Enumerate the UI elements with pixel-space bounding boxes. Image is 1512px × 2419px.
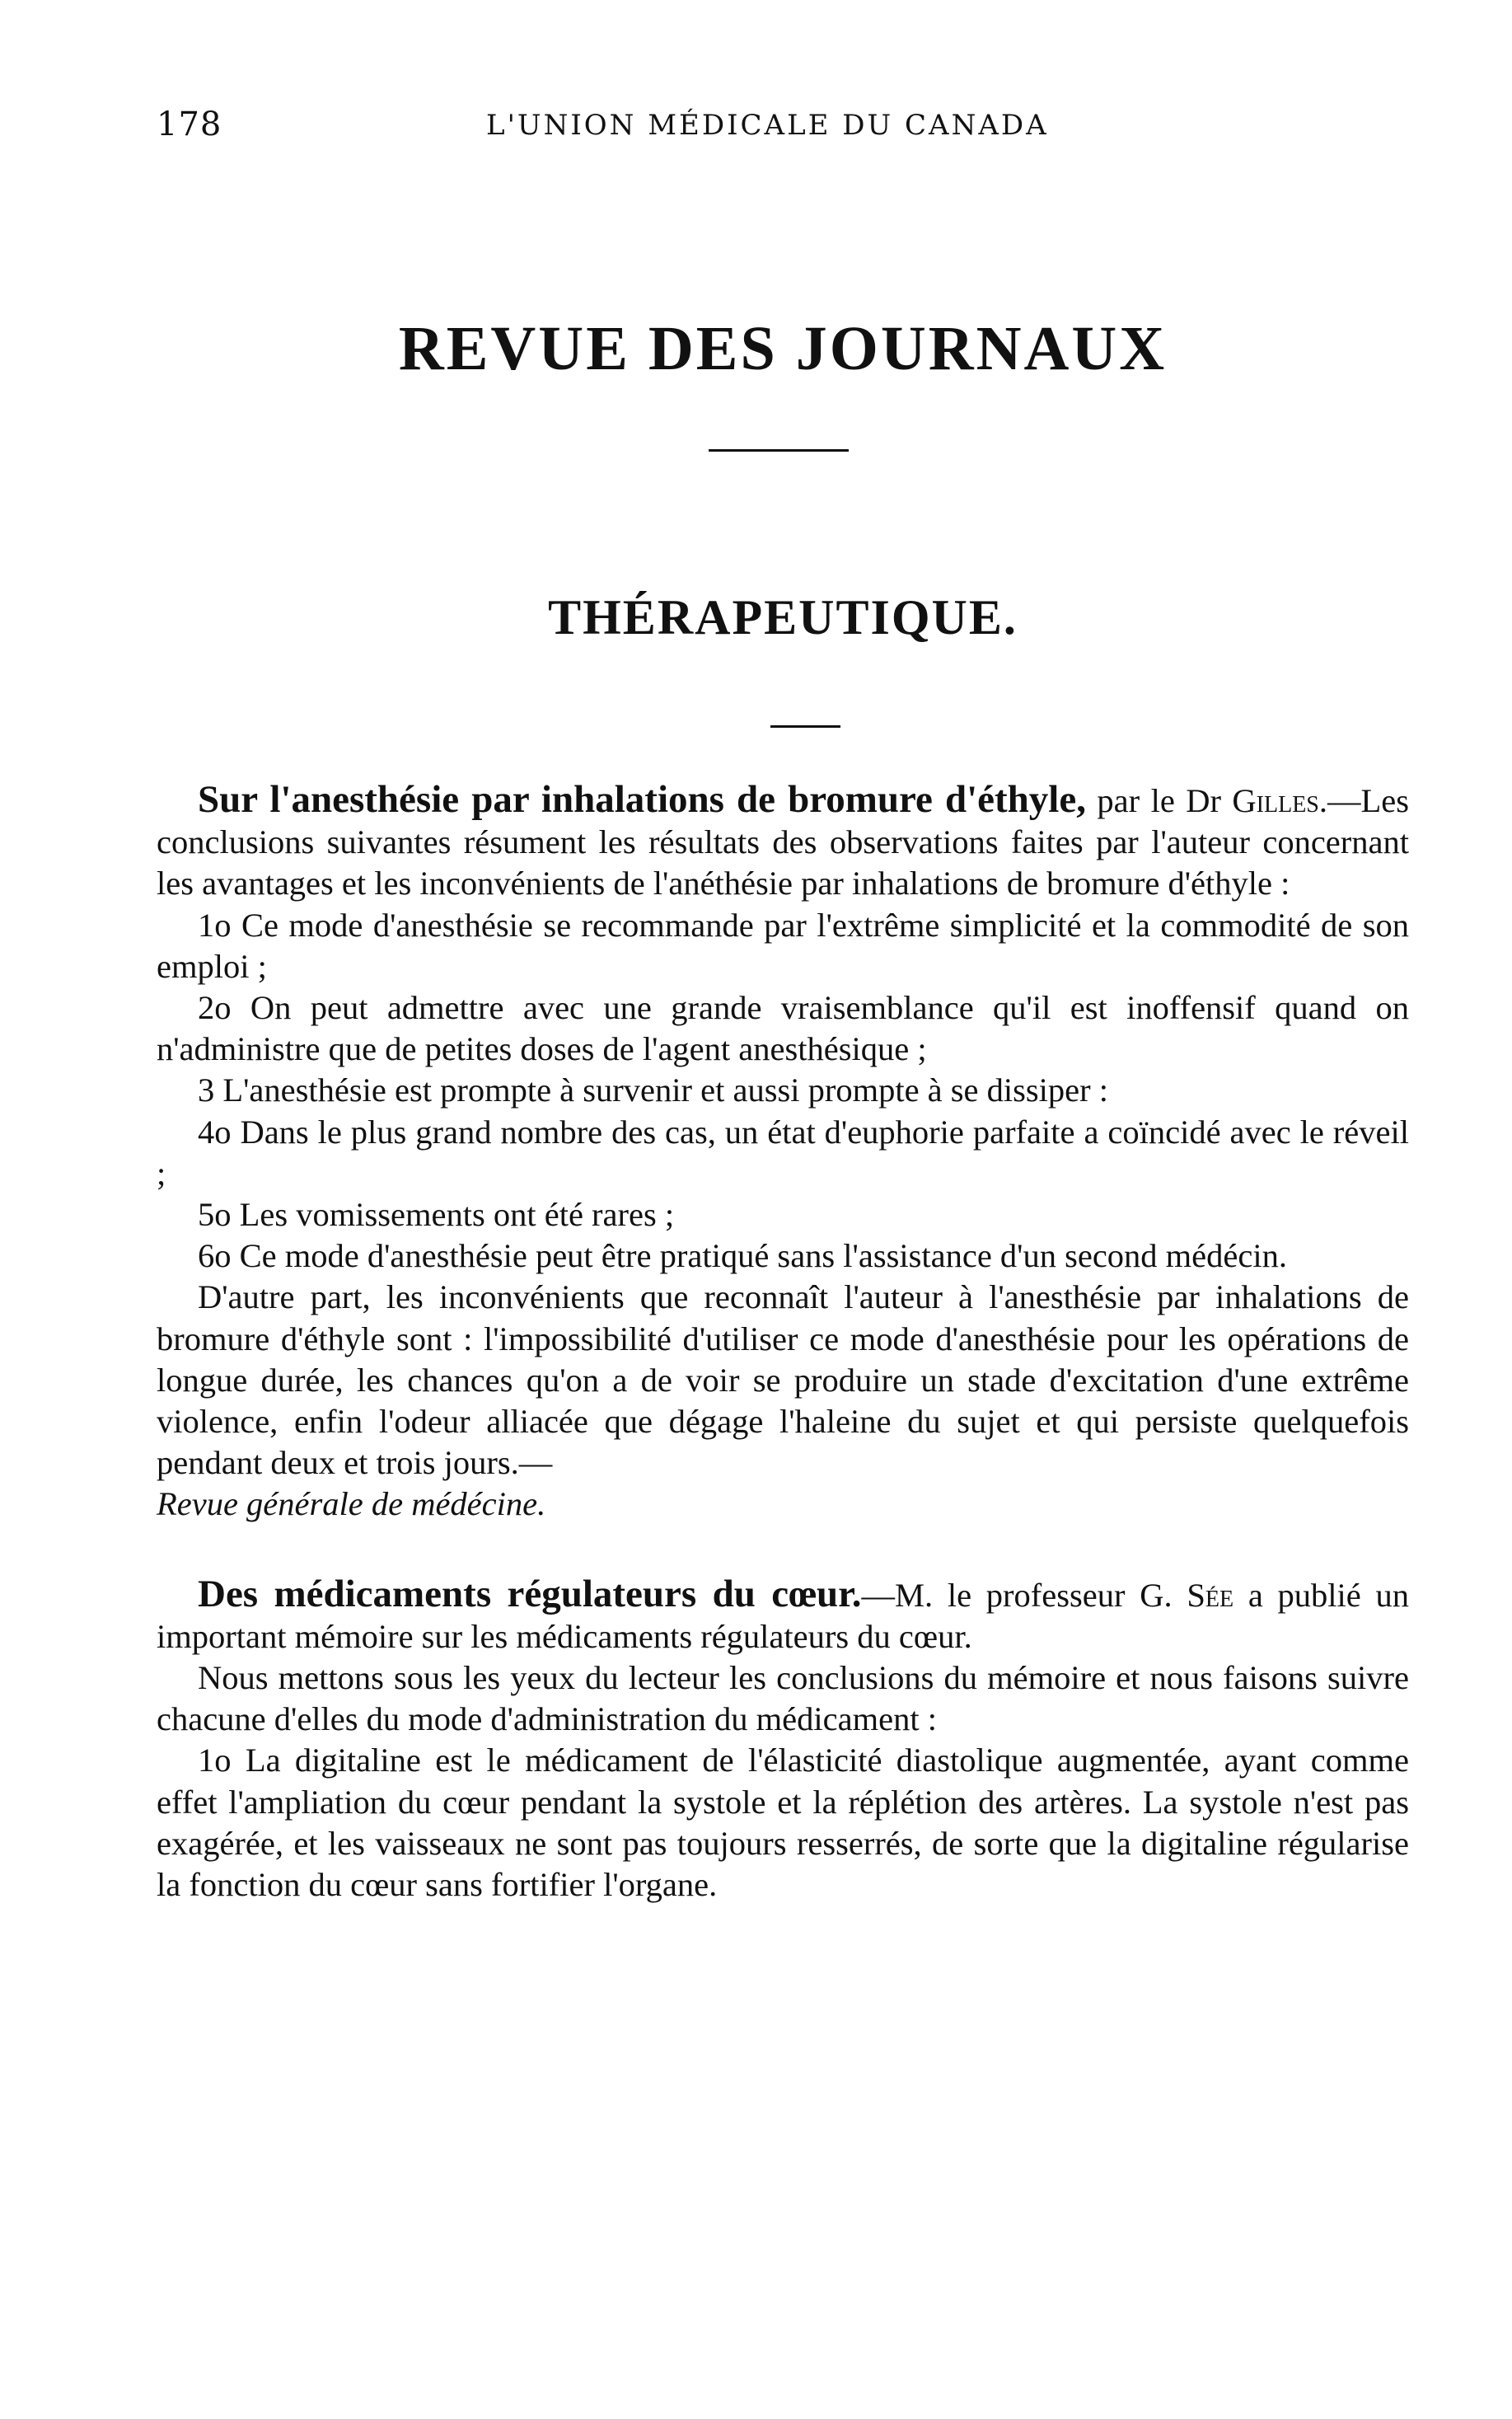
journal-name: L'UNION MÉDICALE DU CANADA bbox=[486, 109, 1049, 142]
article-2-item: 1o La digitaline est le médicament de l'élasticité diastolique augmentée, ayant comme effet l'ampliation du cœur pendant la systole et la réplétion des artères. La systole n'est pas exagérée, et les vaisseaux ne sont pas toujours resserrés, de sorte que la digitaline régularise la fonction du cœur sans fortifier l'organe. bbox=[157, 1742, 1409, 1904]
article-1-item: 4o Dans le plus grand nombre des cas, un état d'euphorie parfaite a coïncidé avec le réveil ; bbox=[157, 1113, 1409, 1192]
title-divider bbox=[709, 449, 849, 452]
article-1-intro bbox=[157, 779, 1409, 905]
subsection-title: THÉRAPEUTIQUE. bbox=[548, 590, 1018, 645]
article-1-title: Sur l'anesthésie par inhalations de bromure d'éthyle, bbox=[198, 778, 1086, 821]
article-1-item: 6o Ce mode d'anesthésie peut être pratiqué sans l'assistance d'un second médécin. bbox=[198, 1237, 1287, 1275]
article-1-closing-text: D'autre part, les inconvénients que reconnaît l'auteur à l'anesthésie par inhalations de bromure d'éthyle sont : l'impossibilité d'utiliser ce mode d'anesthésie pour les opérations de longue durée, les chances qu'on a de voir se produire un stade d'excitation d'une extrême violence, enfin l'odeur alliacée que dégage l'haleine du sujet et qui persiste quelquefois pendant deux et trois jours.— bbox=[157, 1278, 1409, 1482]
running-head bbox=[157, 82, 1409, 143]
article-1-intro-text: .—Les conclusions suivantes résument les résultats des observations faites par l'auteur concernant les avantages et les inconvénients de l'anéthésie par inhalations de bromure d'éthyle : bbox=[157, 782, 1409, 902]
article-2-title: Des médicaments régulateurs du cœur. bbox=[198, 1572, 862, 1615]
article-1-author: Gilles bbox=[1232, 782, 1319, 819]
subsection-divider bbox=[770, 725, 840, 728]
article-separator bbox=[157, 1526, 1409, 1573]
article-2-paragraph: Nous mettons sous les yeux du lecteur les conclusions du mémoire et nous faisons suivre chacune d'elles du mode d'administration du médicament : bbox=[157, 1659, 1409, 1738]
article-2-intro-pre: —M. le professeur G. bbox=[861, 1576, 1187, 1614]
journal-page bbox=[157, 82, 1409, 2374]
article-1-closing bbox=[157, 1277, 1409, 1525]
section-title: REVUE DES JOURNAUX bbox=[398, 314, 1168, 383]
page-number: 178 bbox=[157, 105, 222, 143]
article-body bbox=[157, 779, 1409, 1906]
article-1-source: Revue générale de médécine. bbox=[157, 1485, 546, 1523]
article-1-byline: par le Dr bbox=[1085, 782, 1233, 819]
article-1-item: 1o Ce mode d'anesthésie se recommande par l'extrême simplicité et la commodité de son emploi ; bbox=[157, 906, 1409, 985]
article-1-item: 5o Les vomissements ont été rares ; bbox=[198, 1196, 675, 1234]
article-1-item: 2o On peut admettre avec une grande vraisemblance qu'il est inoffensif quand on n'administre que de petites doses de l'agent anesthésique ; bbox=[157, 989, 1409, 1068]
article-2-intro bbox=[157, 1573, 1409, 1657]
article-2-author: Sée bbox=[1187, 1576, 1234, 1614]
article-2-intro-post: a publié un important mémoire sur les médicaments régulateurs du cœur. bbox=[157, 1576, 1410, 1655]
article-1-item: 3 L'anesthésie est prompte à survenir et aussi prompte à se dissiper : bbox=[198, 1071, 1109, 1109]
